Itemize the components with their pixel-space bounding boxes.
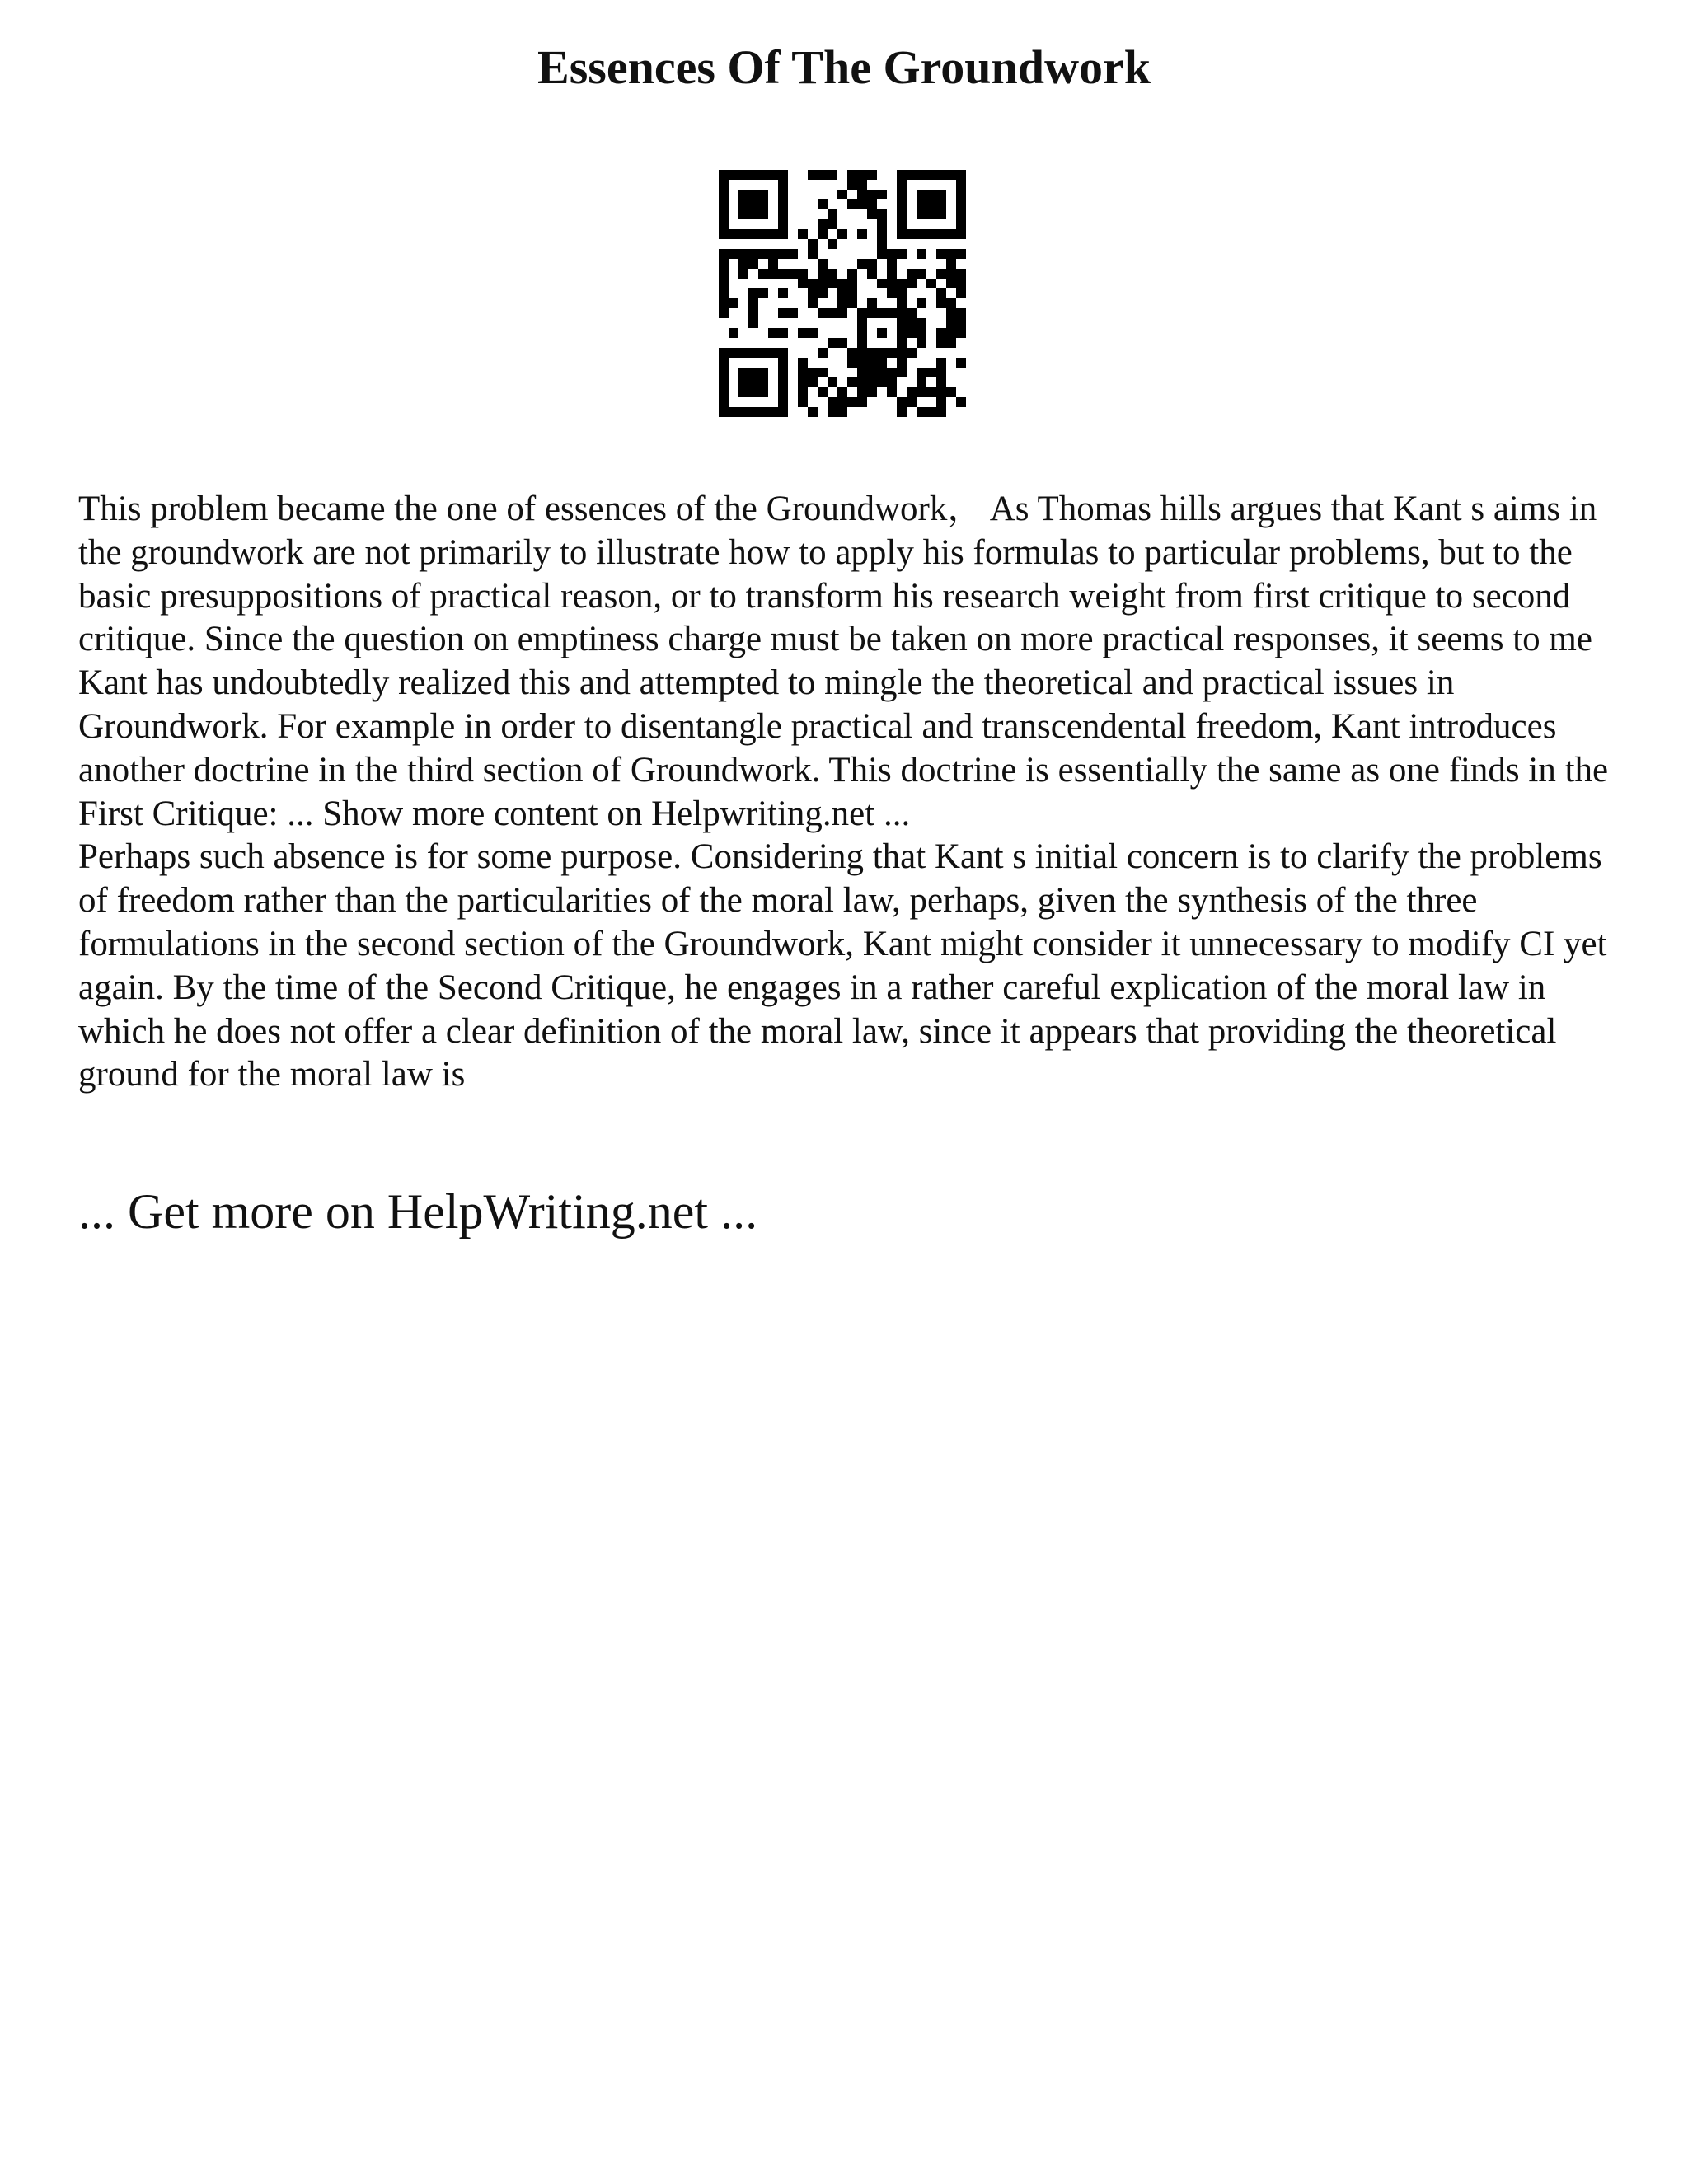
- paragraph-2: Perhaps such absence is for some purpose. Considering that Kant s initial concern is to clarify the problems of freedom rather than the particularities of the moral law, perhaps, given the synthesis of the three formulations in the second section of the Groundwork, Kant might consider it unnecessary to modify CI yet again. By the time of the Second Critique, he engages in a rather careful explication of the moral law in which he does not offer a clear definition of the moral law, since it appears that providing the theoretical ground for the moral law is: [78, 837, 1607, 1094]
- paragraph-1: This problem became the one of essences of the Groundwork， As Thomas hills argues that Kant s aims in the groundwork are not primarily to illustrate how to apply his formulas to particular problems, but to the basic presuppositions of practical reason, or to transform his research weight from first critique to second critique. Since the question on emptiness charge must be taken on more practical responses, it seems to me Kant has undoubtedly realized this and attempted to mingle the theoretical and practical issues in Groundwork. For example in order to disentangle practical and transcendental freedom, Kant introduces another doctrine in the third section of Groundwork. This doctrine is essentially the same as one finds in the First Critique: ... Show more content on Helpwriting.net ...: [78, 490, 1609, 833]
- article-body: [78, 488, 1628, 1097]
- get-more-link[interactable]: ... Get more on HelpWriting.net ...: [78, 1184, 758, 1239]
- qr-code-graphic: [719, 170, 966, 417]
- page-title: Essences Of The Groundwork: [537, 40, 1151, 94]
- qr-code-icon: [719, 170, 966, 417]
